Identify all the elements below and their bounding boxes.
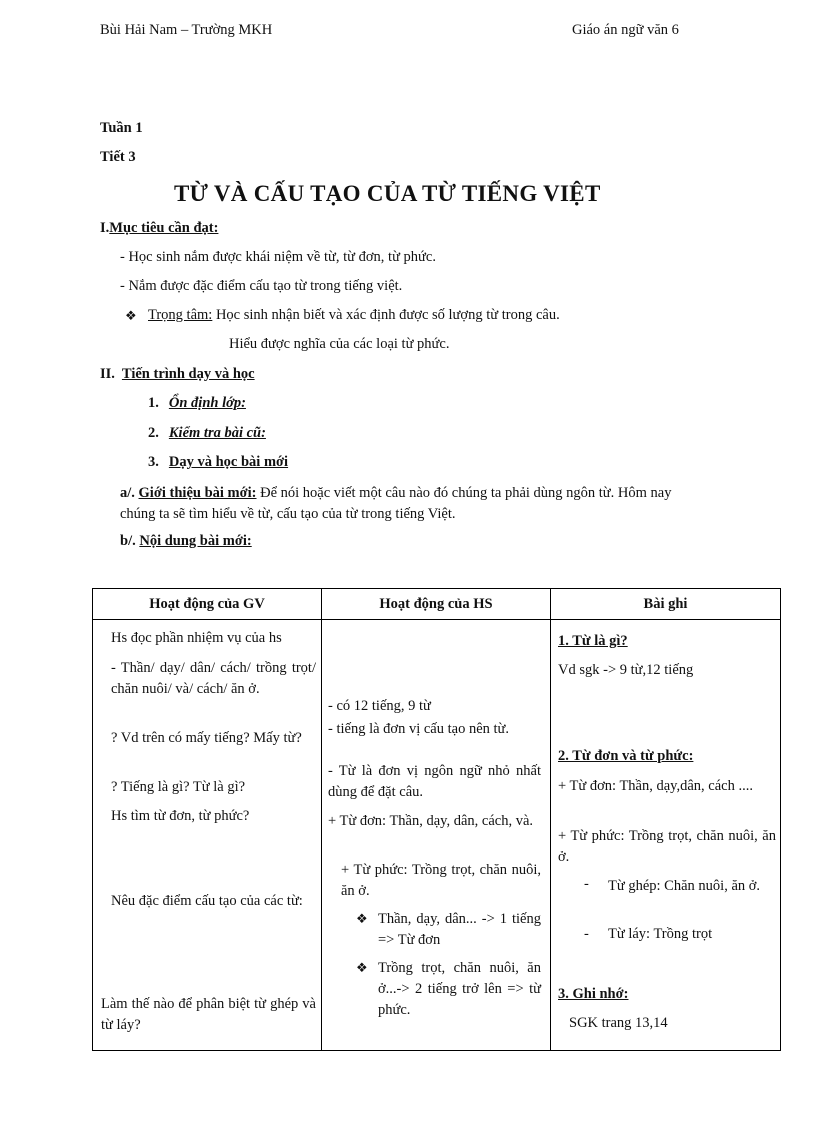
intro-text: Để nói hoặc viết một câu nào đó chúng ta phải dùng ngôn từ. Hôm nay chúng ta sẽ tìm hiểu về từ, cấu tạo của từ trong tiếng Việt. [120,485,672,522]
objective-item-2: - Nắm được đặc điểm cấu tạo từ trong tiếng việt. [120,278,403,294]
notes-cell [551,620,781,1051]
notes-heading-1: 1. Từ là gì? [558,633,628,649]
section2-title: Tiến trình dạy và học [121,366,255,382]
notes-line-2: + Từ đơn: Thần, dạy,dân, cách .... [558,778,753,794]
content-label: Nội dung bài mới: [139,533,252,549]
step-1-num: 1. [148,395,159,411]
step-2-label: Kiểm tra bài cũ: [168,425,266,441]
content-prefix: b/. [120,533,136,549]
step-3 [148,454,288,471]
notes-derived-1: Từ ghép: Chăn nuôi, ăn ở. [608,878,761,894]
step-1 [148,395,246,412]
notes-dash-2: - [584,926,589,942]
hs-bullet-2: Trồng trọt, chăn nuôi, ăn ở...-> 2 tiếng trở lên => từ phức. [378,960,541,1018]
gv-line-4: ? Tiếng là gì? Từ là gì? [111,779,246,795]
diamond-bullet-icon: ❖ [125,308,137,323]
step-3-label: Dạy và học bài mới [168,454,289,470]
gv-cell [93,620,322,1051]
hs-line-4: + Từ đơn: Thần, dạy, dân, cách, và. [328,813,534,829]
step-2 [148,425,266,442]
step-1-label: Ổn định lớp: [168,395,246,411]
notes-line-4: SGK trang 13,14 [569,1015,668,1031]
notes-heading-3: 3. Ghi nhớ: [558,986,629,1002]
gv-line-2: - Thần/ dạy/ dân/ cách/ trồng trọt/ chăn nuôi/ và/ cách/ ăn ở. [111,660,316,697]
objective-item-1: - Học sinh nắm được khái niệm về từ, từ đơn, từ phức. [120,249,436,265]
section1-heading [100,220,218,237]
intro-prefix: a/. [120,485,135,501]
section2-prefix: II. [100,366,115,382]
page-title: TỪ VÀ CẤU TẠO CỦA TỪ TIẾNG VIỆT [174,181,601,206]
section1-prefix: I. [100,220,110,236]
header-right: Giáo án ngữ văn 6 [572,22,679,38]
notes-derived-2: Từ láy: Trồng trọt [608,926,713,942]
focus-text-2: Hiểu được nghĩa của các loại từ phức. [229,336,450,352]
intro-label: Giới thiệu bài mới: [138,485,257,501]
step-3-num: 3. [148,454,159,470]
hs-line-1: - có 12 tiếng, 9 từ [328,698,431,714]
notes-dash-1: - [584,876,589,892]
section2-heading [100,366,255,383]
notes-heading-2: 2. Từ đơn và từ phức: [558,748,694,764]
notes-line-3: + Từ phức: Trồng trọt, chăn nuôi, ăn ở. [558,828,776,865]
table-header-gv: Hoạt động của GV [93,589,322,620]
focus-text: Học sinh nhận biết và xác định được số lượng từ trong câu. [212,307,560,323]
header-left: Bùi Hải Nam – Trường MKH [100,22,273,38]
step-2-num: 2. [148,425,159,441]
period-label: Tiết 3 [100,149,136,165]
focus-label: Trọng tâm: [148,307,213,323]
gv-line-5: Hs tìm từ đơn, từ phức? [111,808,250,824]
notes-line-1: Vd sgk -> 9 từ,12 tiếng [558,662,694,678]
gv-line-6: Nêu đặc điểm cấu tạo của các từ: [111,893,303,909]
gv-line-1: Hs đọc phần nhiệm vụ của hs [111,630,282,646]
lesson-table [92,588,781,1051]
hs-line-2: - tiếng là đơn vị cấu tạo nên từ. [328,721,510,737]
gv-line-3: ? Vd trên có mấy tiếng? Mấy từ? [111,730,302,746]
intro-paragraph [120,483,710,525]
section1-title: Mục tiêu cần đạt: [109,220,219,236]
hs-diamond-bullet-icon: ❖ [356,960,368,975]
hs-line-3: - Từ là đơn vị ngôn ngữ nhỏ nhất dùng để đặt câu. [328,763,541,800]
hs-diamond-bullet-icon: ❖ [356,911,368,926]
gv-line-7: Làm thế nào để phân biệt từ ghép và từ láy? [101,996,316,1033]
focus-line [148,307,560,324]
table-header-row [93,589,781,620]
hs-line-5: + Từ phức: Trồng trọt, chăn nuôi, ăn ở. [341,862,541,899]
table-header-notes: Bài ghi [551,589,781,620]
week-label: Tuần 1 [100,120,143,136]
table-header-hs: Hoạt động của HS [322,589,551,620]
hs-bullet-1: Thần, dạy, dân... -> 1 tiếng => Từ đơn [378,911,541,948]
hs-cell [322,620,551,1051]
table-row [93,620,781,1051]
content-heading [120,533,252,550]
